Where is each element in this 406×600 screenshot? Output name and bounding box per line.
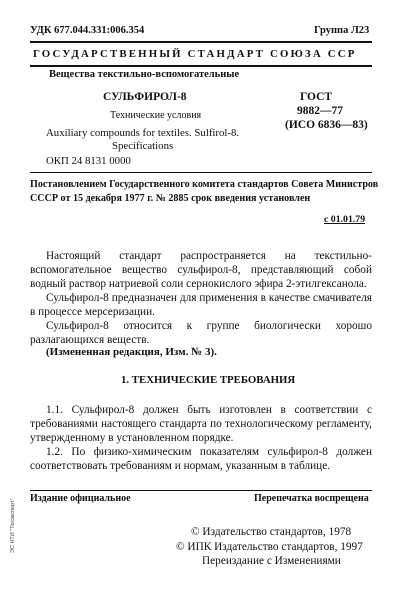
header-rule-bottom [30,65,372,67]
udk-code: УДК 677.044.331:006.354 [30,25,145,36]
product-name: СУЛЬФИРОЛ-8 [103,91,187,103]
iso-number: (ИСО 6836—83) [285,119,368,131]
footer-rule [30,490,372,491]
product-category: Вещества текстильно-вспомогательные [49,69,240,80]
english-title-line2: Specifications [112,140,174,152]
title-block-rule [30,172,372,173]
copyright-1997: © ИПК Издательство стандартов, 1997 [176,541,363,553]
state-standard-banner: ГОСУДАРСТВЕННЫЙ СТАНДАРТ СОЮЗА ССР [33,48,357,60]
okp-code: ОКП 24 8131 0000 [46,155,131,167]
clause-1-1: 1.1. Сульфирол-8 должен быть изготовлен в соответствии с требованиями настоящего стандарта по технологическому регламенту, утвержденному в установленном порядке. [30,404,372,444]
english-title-line1: Auxiliary compounds for textiles. Sulfirol-8. [46,127,240,139]
decree-line2: СССР от 15 декабря 1977 г. № 2885 срок введения установлен [30,193,311,204]
paragraph-scope: Настоящий стандарт распространяется на текстильно-вспомогательное вещество сульфирол-8, представляющий собой водный раствор натриевой соли сернокислого эфира 2-этилгексанола. [30,250,372,290]
copyright-1978: © Издательство стандартов, 1978 [191,526,352,538]
official-edition: Издание официальное [30,493,131,504]
paragraph-biodegradability: Сульфирол-8 относится к группе биологически хорошо разлагающихся веществ. [30,320,372,346]
group-code: Группа Л23 [314,25,370,36]
clause-1-2: 1.2. По физико-химическим показателям сульфирол-8 должен соответствовать требованиям и нормам, указанным в таблице. [30,446,372,472]
section-heading: 1. ТЕХНИЧЕСКИЕ ТРЕБОВАНИЯ [121,374,296,386]
gost-label: ГОСТ [300,91,333,103]
gost-number: 9882—77 [297,105,343,117]
reprint-prohibited: Перепечатка воспрещена [254,493,369,504]
paragraph-purpose: Сульфирол-8 предназначен для применения в качестве смачивателя в процессе мерсеризации. [30,292,372,318]
side-watermark: ЭС НТИ "Техэксперт" [10,498,16,553]
effective-date: с 01.01.79 [324,214,366,225]
header-rule-top [30,41,372,43]
decree-line1: Постановлением Государственного комитета стандартов Совета Министров [30,179,379,190]
reissue-note: Переиздание с Изменениями [202,555,341,567]
document-subtitle: Технические условия [110,110,202,121]
revision-note: (Измененная редакция, Изм. № 3). [46,346,217,358]
